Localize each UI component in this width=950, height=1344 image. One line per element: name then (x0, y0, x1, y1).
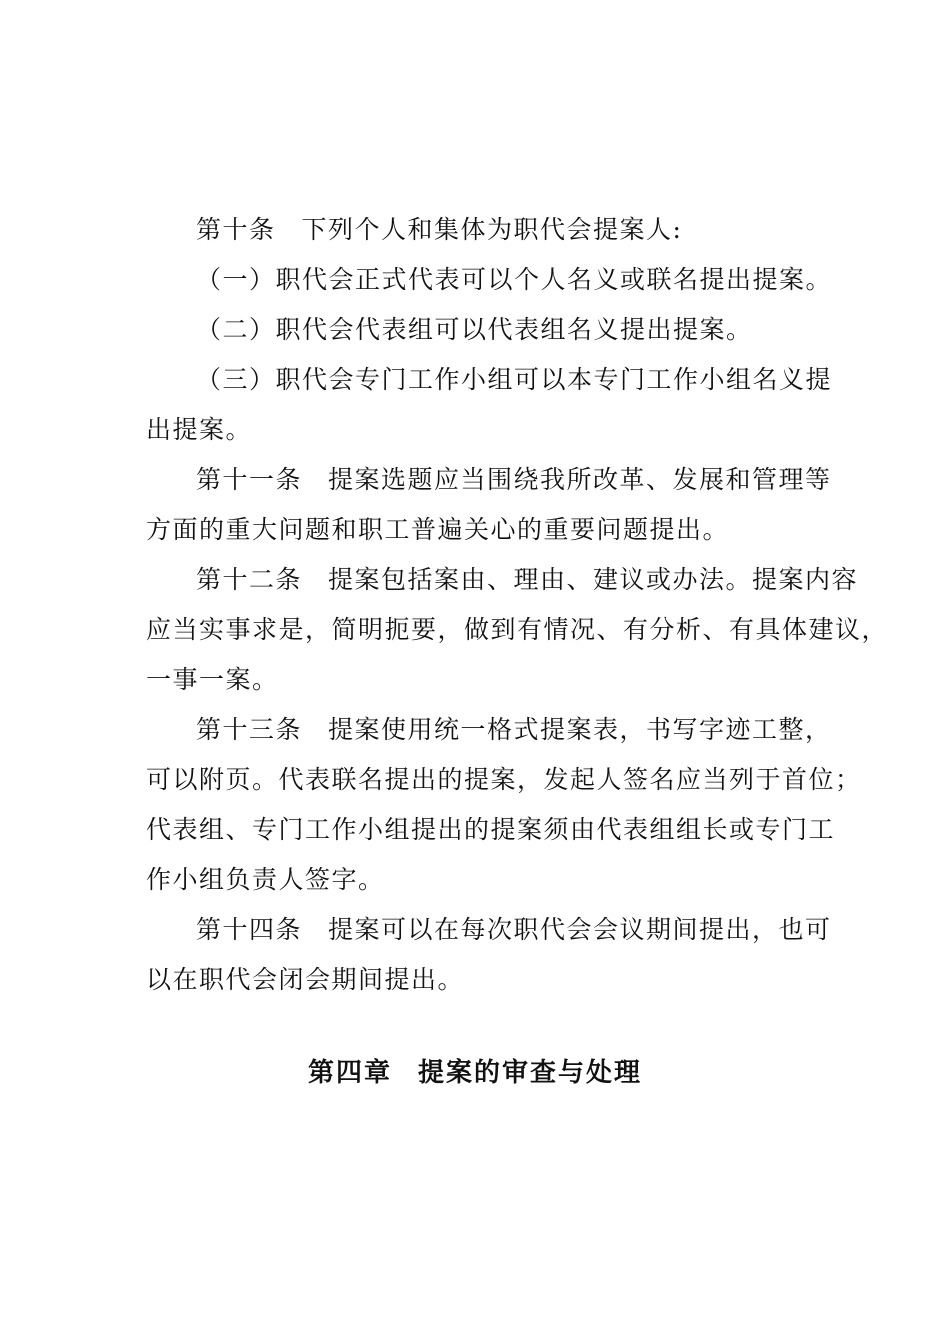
article-number: 第十三条 (196, 715, 303, 744)
document-body (146, 205, 889, 1005)
article-14-cont: 以在职代会闭会期间提出。 (146, 965, 465, 994)
article-10-heading (146, 205, 806, 255)
article-10-item-3: （三）职代会专门工作小组可以本专门工作小组名义提 (196, 365, 833, 394)
article-text: 提案选题应当围绕我所改革、发展和管理等 (328, 465, 832, 494)
article-text: 提案包括案由、理由、建议或办法。提案内容 (328, 565, 859, 594)
article-13-heading (146, 705, 832, 755)
article-text: 下列个人和集体为职代会提案人: (301, 215, 683, 244)
article-14-heading (146, 905, 832, 955)
article-10-item-1: （一）职代会正式代表可以个人名义或联名提出提案。 (196, 265, 833, 294)
article-number: 第十二条 (196, 565, 303, 594)
article-12-cont-1: 应当实事求是，简明扼要，做到有情况、有分析、有具体建议， (146, 615, 889, 644)
article-text: 提案可以在每次职代会会议期间提出，也可 (328, 915, 832, 944)
article-number: 第十一条 (196, 465, 303, 494)
article-11-cont: 方面的重大问题和职工普遍关心的重要问题提出。 (146, 515, 730, 544)
chapter-title: 提案的审查与处理 (418, 1058, 643, 1088)
article-text: 提案使用统一格式提案表，书写字迹工整， (328, 715, 832, 744)
article-12-heading (146, 555, 859, 605)
chapter-number: 第四章 (307, 1058, 392, 1088)
article-number: 第十条 (196, 215, 276, 244)
article-13-cont-3: 作小组负责人签字。 (146, 865, 385, 894)
article-13-cont-2: 代表组、专门工作小组提出的提案须由代表组组长或专门工 (146, 815, 836, 844)
article-12-cont-2: 一事一案。 (146, 665, 279, 694)
article-11-heading (146, 455, 832, 505)
article-10-item-3-cont: 出提案。 (146, 415, 253, 444)
article-10-item-2: （二）职代会代表组可以代表组名义提出提案。 (196, 315, 753, 344)
chapter-heading (0, 1048, 950, 1098)
article-13-cont-1: 可以附页。代表联名提出的提案，发起人签名应当列于首位； (146, 765, 862, 794)
article-number: 第十四条 (196, 915, 303, 944)
